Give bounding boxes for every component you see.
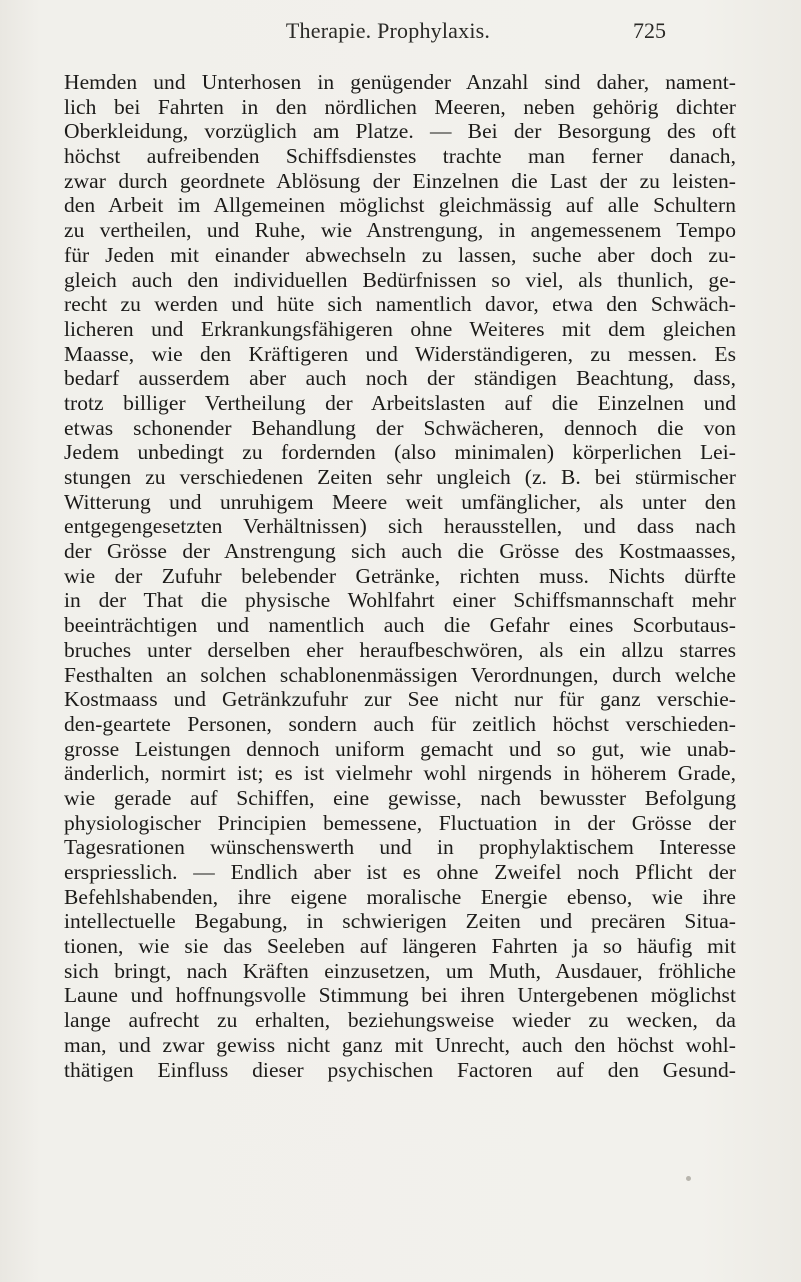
running-head: Therapie. Prophylaxis. — [285, 18, 491, 43]
text-line: in der That die physische Wohlfahrt einer Schiffsmannschaft mehr — [64, 588, 736, 613]
text-line: grosse Leistungen dennoch uniform gemacht und so gut, wie unab- — [64, 736, 736, 761]
text-line: physiologischer Principien bemessene, Fluctuation in der Grösse der — [64, 810, 736, 835]
text-line: sich bringt, nach Kräften einzusetzen, um Muth, Ausdauer, fröhliche — [64, 958, 736, 983]
text-line: Befehlshabenden, ihre eigene moralische Energie ebenso, wie ihre — [64, 884, 736, 909]
text-line: den-geartete Personen, sondern auch für zeitlich höchst verschieden- — [64, 711, 736, 736]
text-line: Laune und hoffnungsvolle Stimmung bei ihren Untergebenen möglichst — [64, 983, 736, 1008]
text-line: etwas schonender Behandlung der Schwächeren, dennoch die von — [64, 415, 736, 440]
ink-smudge — [686, 1176, 691, 1181]
text-line: Festhalten an solchen schablonenmässigen Verordnungen, durch welche — [64, 662, 736, 687]
page-number: 725 — [633, 18, 666, 43]
text-line: Hemden und Unterhosen in genügender Anzahl sind daher, nament- — [64, 70, 736, 94]
text-line: Tagesrationen wünschenswerth und in prophylaktischem Interesse — [64, 835, 736, 860]
text-line: man, und zwar gewiss nicht ganz mit Unrecht, auch den höchst wohl- — [64, 1032, 736, 1057]
text-line: zwar durch geordnete Ablösung der Einzelnen die Last der zu leisten- — [64, 168, 736, 193]
body-text — [64, 70, 736, 1082]
text-line: wie gerade auf Schiffen, eine gewisse, nach bewusster Befolgung — [64, 785, 736, 810]
text-line: Maasse, wie den Kräftigeren und Widerständigeren, zu messen. Es — [64, 341, 736, 366]
text-line: entgegengesetzten Verhältnissen) sich herausstellen, und dass nach — [64, 514, 736, 539]
text-line: bedarf ausserdem aber auch noch der ständigen Beachtung, dass, — [64, 366, 736, 391]
text-line: zu vertheilen, und Ruhe, wie Anstrengung, in angemessenem Tempo — [64, 218, 736, 243]
text-line: den Arbeit im Allgemeinen möglichst gleichmässig auf alle Schultern — [64, 193, 736, 218]
text-line: tionen, wie sie das Seeleben auf längeren Fahrten ja so häufig mit — [64, 934, 736, 959]
text-line: licheren und Erkrankungsfähigeren ohne Weiteres mit dem gleichen — [64, 316, 736, 341]
text-line: lange aufrecht zu erhalten, beziehungsweise wieder zu wecken, da — [64, 1008, 736, 1033]
text-line: beeinträchtigen und namentlich auch die Gefahr eines Scorbutaus- — [64, 613, 736, 638]
text-line: Kostmaass und Getränkzufuhr zur See nicht nur für ganz verschie- — [64, 687, 736, 712]
text-line: höchst aufreibenden Schiffsdienstes trachte man ferner danach, — [64, 144, 736, 169]
page-header — [0, 14, 801, 54]
text-line: bruches unter derselben eher heraufbeschwören, als ein allzu starres — [64, 637, 736, 662]
text-line: für Jeden mit einander abwechseln zu lassen, suche aber doch zu- — [64, 242, 736, 267]
text-line: Oberkleidung, vorzüglich am Platze. — Bei der Besorgung des oft — [64, 119, 736, 144]
text-line: Witterung und unruhigem Meere weit umfänglicher, als unter den — [64, 489, 736, 514]
text-line: trotz billiger Vertheilung der Arbeitslasten auf die Einzelnen und — [64, 390, 736, 415]
text-line: thätigen Einfluss dieser psychischen Factoren auf den Gesund- — [64, 1057, 736, 1082]
text-line: der Grösse der Anstrengung sich auch die Grösse des Kostmaasses, — [64, 539, 736, 564]
text-line: änderlich, normirt ist; es ist vielmehr wohl nirgends in höherem Grade, — [64, 761, 736, 786]
text-line: lich bei Fahrten in den nördlichen Meeren, neben gehörig dichter — [64, 94, 736, 119]
text-line: Jedem unbedingt zu fordernden (also minimalen) körperlichen Lei- — [64, 440, 736, 465]
text-line: intellectuelle Begabung, in schwierigen Zeiten und precären Situa- — [64, 909, 736, 934]
text-line: gleich auch den individuellen Bedürfnissen so viel, als thunlich, ge- — [64, 267, 736, 292]
text-line: recht zu werden und hüte sich namentlich davor, etwa den Schwäch- — [64, 292, 736, 317]
text-line: stungen zu verschiedenen Zeiten sehr ungleich (z. B. bei stürmischer — [64, 465, 736, 489]
text-line: wie der Zufuhr belebender Getränke, richten muss. Nichts dürfte — [64, 563, 736, 588]
text-line: erspriesslich. — Endlich aber ist es ohne Zweifel noch Pflicht der — [64, 860, 736, 884]
